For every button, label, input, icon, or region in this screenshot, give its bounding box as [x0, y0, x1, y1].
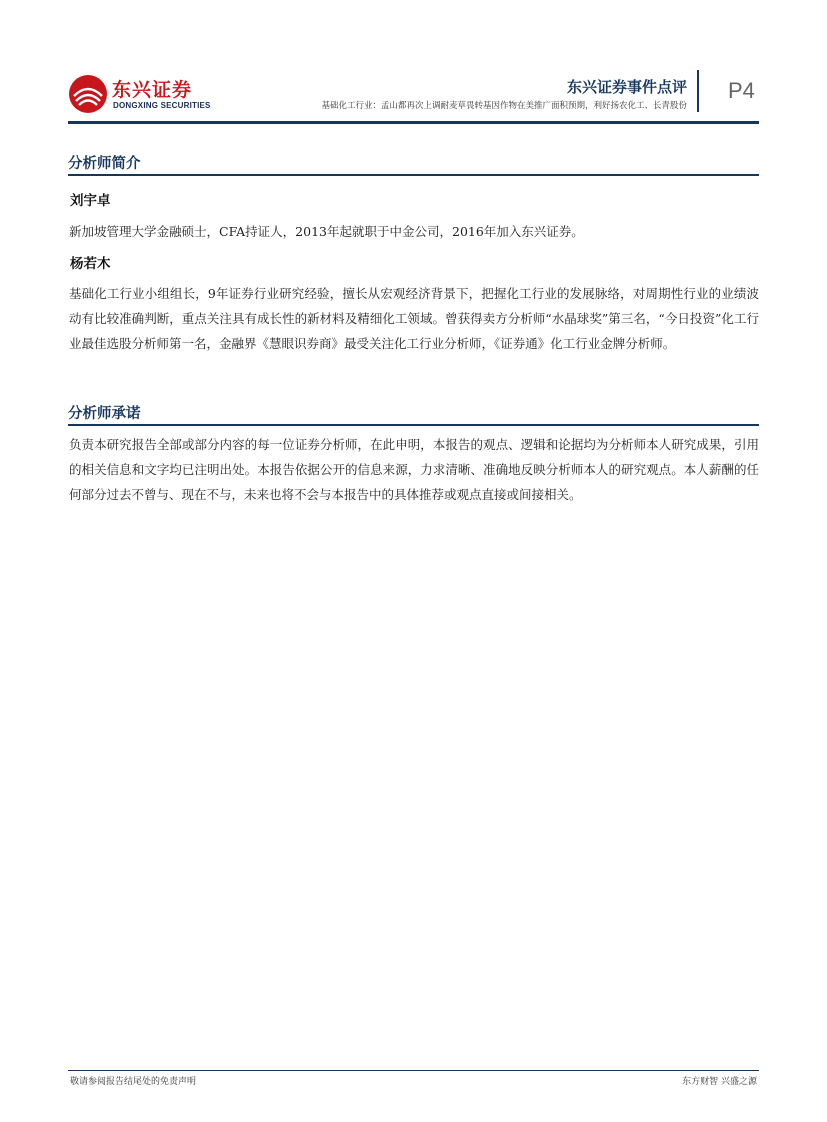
header-rule [68, 121, 759, 124]
page-number: P4 [728, 78, 755, 103]
analyst-name: 杨若木 [70, 256, 111, 272]
logo-text-cn: 东兴证券 [112, 79, 193, 101]
report-type: 东兴证券事件点评 [566, 78, 687, 96]
section-rule [68, 174, 759, 176]
company-logo [68, 72, 211, 116]
header-divider [697, 70, 699, 112]
analyst-bio: 新加坡管理大学金融硕士，CFA持证人，2013年起就职于中金公司，2016年加入东兴证券。 [69, 224, 584, 239]
report-subtitle: 基础化工行业：孟山都再次上调耐麦草畏转基因作物在美推广面积预期，利好扬农化工、长青股份 [321, 101, 687, 111]
footer-disclaimer-note: 敬请参阅报告结尾处的免责声明 [70, 1077, 197, 1087]
logo-text-en: DONGXING SECURITIES [113, 101, 211, 110]
section-title-analyst-commitment: 分析师承诺 [68, 406, 141, 422]
footer-rule [68, 1070, 759, 1071]
dongxing-logo-icon [68, 74, 108, 114]
commitment-text: 负责本研究报告全部或部分内容的每一位证券分析师，在此申明，本报告的观点、逻辑和论据均为分析师本人研究成果，引用的相关信息和文字均已注明出处。本报告依据公开的信息来源，力求清晰、准确地反映分析师本人的研究观点。本人薪酬的任何部分过去不曾与、现在不与，未来也将不会与本报告中的具体推荐或观点直接或间接相关。 [69, 437, 759, 502]
section-title-analyst-intro: 分析师简介 [68, 156, 141, 172]
footer-slogan: 东方财智 兴盛之源 [682, 1077, 757, 1087]
analyst-bio: 基础化工行业小组组长，9年证券行业研究经验，擅长从宏观经济背景下，把握化工行业的发展脉络，对周期性行业的业绩波动有比较准确判断，重点关注具有成长性的新材料及精细化工领域。曾获得卖方分析师“水晶球奖”第三名，“今日投资”化工行业最佳选股分析师第一名，金融界《慧眼识券商》最受关注化工行业分析师，《证券通》化工行业金牌分析师。 [69, 286, 759, 351]
section-rule [68, 424, 759, 426]
analyst-name: 刘宇卓 [70, 193, 111, 209]
